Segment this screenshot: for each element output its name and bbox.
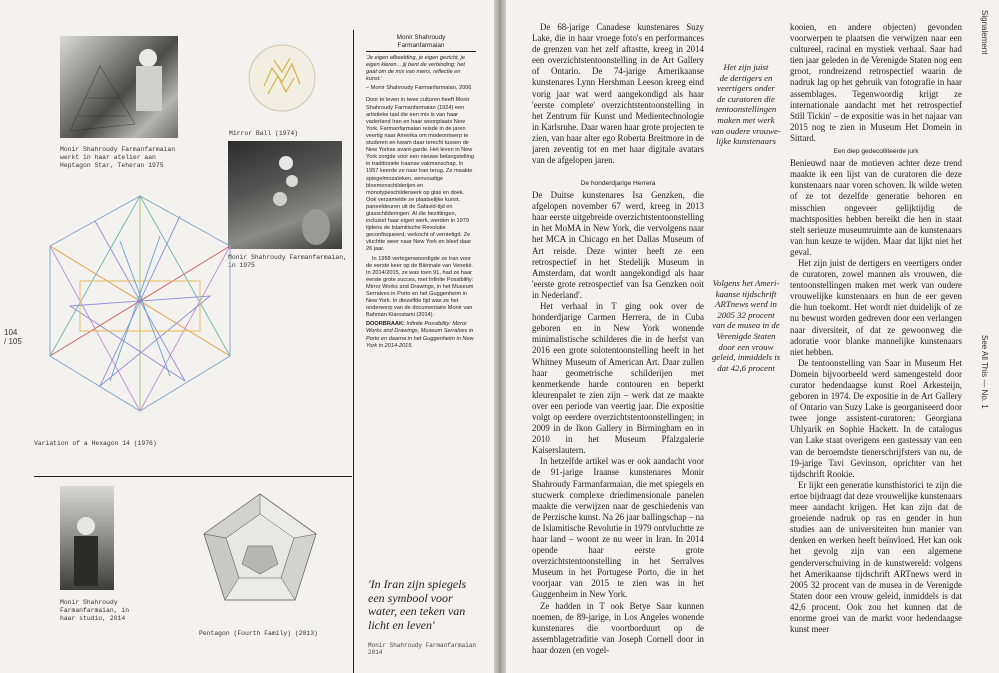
bio-quote: 'Je eigen afbeelding, je eigen gezicht, je eigen kleren... jij bent de verbinding; het gaat om de mix van mens, reflectie en kunst.' [366,55,466,83]
bio-quote-attribution: – Monir Shahroudy Farmanfarmaian, 2006 [366,85,472,92]
paragraph: Het verhaal in T ging ook over de honderdjarige Carmen Herrera, de in Cuba geboren en in New York wonende minimalistische schilderes die in de herfst van 2016 een grote solotentoonstelling heeft in het Whitney Museum of American Art. Daar zullen haar geometrische schilderijen met kenmerkende harde contouren en beperkt kleurenpalet te zien zijn – werk dat ze maakte over een periode van veertig jaar. Die expositie volgt op eerdere overzichtstentoonstellingen; in 2009 in de Ikon Gallery in Birmingham en in 2010 in het Museum Pfalzgalerie Kaiserslautern. [532,301,704,456]
bio-breakthrough: DOORBRAAK: Infinite Possibility: Mirror Works and Drawings, Museum Serralves in Porto en daarna in het Guggenheim in New York in 2014-2015. [366,321,474,349]
paragraph: Benieuwd naar de motieven achter deze trend maakte ik een lijst van de curatoren die deze kunstenaars naar voren schoven. Ik wilde weten of ze tot dezelfde generatie behoren en misschien ongeveer gelijktijdig de machtsposities hebben bereikt die hen in staat stelt serieuze museumruimte aan de kunstenaars van hun keuze te wijden. Maar dat lijkt niet het geval. [790,158,962,257]
hexagon-drawing [30,186,250,426]
pentagon-image [196,486,324,614]
section-heading-herrera: De honderdjarige Herrera [580,180,656,187]
page-gutter [494,0,506,673]
column-2 [790,22,962,635]
right-page [506,0,999,673]
column-1-bottom [532,176,704,656]
paragraph: De tentoonstelling van Saar in Museum Het Domein bijvoorbeeld werd samengesteld door curator hedendaagse kunst Roel Arkesteijn, geboren in 1974. De expositie in de Art Gallery of Ontario van Suzy Lake is georganiseerd door twee jonge assistent-curatoren: Georgiana Uhlyarik en Sophie Hackett. In de catalogus van Lake staat overigens een gastessay van een van de beroemdste tienerschrijfsters van nu, de 19-jarige Tavi Gevinson, oprichter van het tijdschrift Rookie. [790,357,962,479]
left-page [0,0,494,673]
artist-2014-photo [60,486,114,590]
paragraph: Er lijkt een generatie kunsthistorici te zijn die ertoe bijdraagt dat deze vrouwelijke kunstenaars meer aandacht krijgen. Het kan zijn dat de groeiende nadruk op ras en gender in hun studies aan de universiteiten hun manier van denken en werken heeft beïnvloed. Het kan ook het gevolg zijn van een algemene genderverschuiving in de kunstwereld: volgens het Amerikaanse tijdschrift ARTnews werd in 2005 32 procent van de musea in de Verenigde Staten door een vrouw geleid, inmiddels is dat 42,6 procent. Ook zou het kunnen dat de enorme groei van de markt voor hedendaagse kunst meer [790,479,962,635]
pentagon-caption: Pentagon (Fourth Family) (2013) [199,630,318,637]
column-1-top [532,22,704,166]
bio-name: Monir Shahroudy Farmanfarmaian [366,34,476,52]
photo3-caption: Monir Shahroudy Farmanfarmaian, in haar studio, 2014 [60,599,130,622]
margin-quote-curators: Het zijn juist de dertigers en veertigers onder de curatoren die tentoonstellingen maken met werk van oudere vrouwe- lijke kunstenaars [711,62,781,147]
pull-quote-attribution: Monir Shahroudy Farmanfarmaian 2014 [368,642,477,656]
paragraph: De Duitse kunstenares Isa Genzken, die afgelopen november 67 werd, kreeg in 2013 haar eerste uitgebreide overzichtstentoonstelling in het MoMA in New York, die vervolgens naar het MCA in Chicago en het Dallas Museum of Art reisde. Deze winter heeft ze een retrospectief in het Stedelijk Museum in Amsterdam, dat wordt aangekondigd als haar 'eerste grote retrospectief van Isa Genzken ooit in Nederland'. [532,190,704,300]
bio-paragraph-2: In 1958 vertegenwoordigde ze Iran voor de eerste keer op de Biënnale van Venetië. In 2014/2015, ze was toen 91, had ze haar eerste grote succes, met Infinite Possibility: Mirror Works and Drawings, in het Museum Serralves in Porto en het Guggenheim in New York. In diezelfde tijd was ze het onderwerp van de documentaire Monir van Bahman Kiarostami (2014). [366,255,474,319]
magazine-label: See All This — No. 1 [980,335,989,409]
photo2-caption: Monir Shahroudy Farmanfarmaian, in 1975 [228,254,347,269]
artist-studio-photo [60,36,178,138]
section-heading-jurk: Een diep gedecolliteerde jurk [833,148,919,156]
paragraph: Ze hadden in T ook Betye Saar kunnen noemen, de 89-jarige, in Los Angeles wonende kunstenares die voortborduurt op de assemblagetraditie van Joseph Cornell door in haar dozen (en vogel- [532,600,704,655]
photo1-caption: Monir Shahroudy Farmanfarmaian werkt in haar atelier aan Heptagon Star, Teheran 1975 [60,146,176,169]
divider-vertical [353,30,354,673]
page-number: 104 / 105 [4,328,22,346]
pull-quote: 'In Iran zijn spiegels een symbool voor water, een teken van licht en leven' [368,577,467,632]
divider-horizontal [34,476,352,477]
paragraph: kooien, en andere objecten) gevonden voorwerpen te plaatsen die verwijzen naar een cultureel, racinal en mystiek verhaal. Saar had tien jaar geleden in de Verenigde Staten nog een groot, rondreizend retrospectief waarin de nadruk lag op het gebruik van fotografie in haar assemblages. Tegenwoordig krijgt ze internationale aandacht met het retrospectief Still Tickin' – de expositie was in het najaar van 2015 nog te zien in Museum Het Domein in Sittard. [790,22,962,143]
artist-bio-sidebar [366,34,476,352]
margin-quote-artnews: Volgens het Ameri- kaanse tijdschrift ARTnews werd in 2005 32 procent van de musea in de Verenigde Staten door een vrouw geleid, inmiddels is dat 42,6 procent [711,278,781,373]
paragraph: Het zijn juist de dertigers en veertigers onder de curatoren, zowel mannen als vrouwen, die tentoonstellingen maken met werk van oudere vrouwelijke kunstenaars en hun de eer geven die hun toekomt. Het wordt niet duidelijk of ze nu bewust worden gedreven door een verlangen naar diversiteit, of dat ze gewoonweg die adoratie voor blanke mannelijke kunstenaars niet hebben. [790,257,962,357]
mirror-ball-caption: Mirror Ball (1974) [229,130,299,137]
bio-paragraph-1: Door te leven in twee culturen heeft Monir Shahroudy Farmanfarmaian (1924) een artistieke taal die een mix is van haar vaderland Iran en haar woonplaats New York. Farmanfarmaian reisde in de jaren veertig naar Amerika om modeontwerp te studeren en kwam daar terecht tussen de New Yorkse avant-garde. Het leven in New York zorgde voor een nieuwe belangstelling in traditionele Iraanse vakmanschap. In 1957 keerde ze naar Iran terug. Ze maakte spiegelmozaïeken, eenvoudige bloemenschilderijen en monotypeschilderwerk op glas en doek. Ook verzamelde ze plaatselijke kunst, paneeldeuren uit de Safavid-tijd en glasschilderingen. Al die bezittingen, inclusief haar eigen werk, werden in 1979 tijdens de Islamitische Revolutie geconfisqueerd, verkocht of vernietigd. Ze vluchtte weer naar New York en bleef daar 26 jaar. [366,97,475,253]
hexagon-caption: Variation of a Hexagon 14 (1976) [34,440,157,447]
mirror-ball-image [228,30,336,130]
section-label-signalement: Signalement [980,10,989,55]
paragraph: In hetzelfde artikel was er ook aandacht voor de 91-jarige Iraanse kunstenares Monir Shahroudy Farmanfarmaian, die met spiegels en stucwerk complexe driedimensionale panelen maakte die verwijzen naar de geschiedenis van de Perzische kunst. Na 26 jaar ballingschap – na de Islamitische Revolutie in 1979 ontvluchtte ze haar land – woont ze nu weer in Iran. In 2014 opende haar eerste grote overzichtstentoonstelling in het Serralves Museum in het Portugese Porto, die in het voorjaar van 2015 te zien was in het Guggenheim in New York. [532,456,704,600]
paragraph: De 68-jarige Canadese kunstenares Suzy Lake, die in haar vroege foto's en performances de grenzen van het zelf aftastte, kreeg in 2014 een overzichtstentoonstelling in de Art Gallery of Ontario. De 74-jarige Amerikaanse kunstenares Lynn Hershman Leeson kreeg eind vorig jaar wat werd aangekondigd als haar 'eerste complete' overzichtstentoonstelling in het Zentrum für Kunst und Medientechnologie in Karlsruhe. Daar waren haar grote projecten te zien, van haar alter ego Roberta Breitmore in de jaren zeventig tot en met haar digitale avatars van de afgelopen jaren. [532,22,704,166]
